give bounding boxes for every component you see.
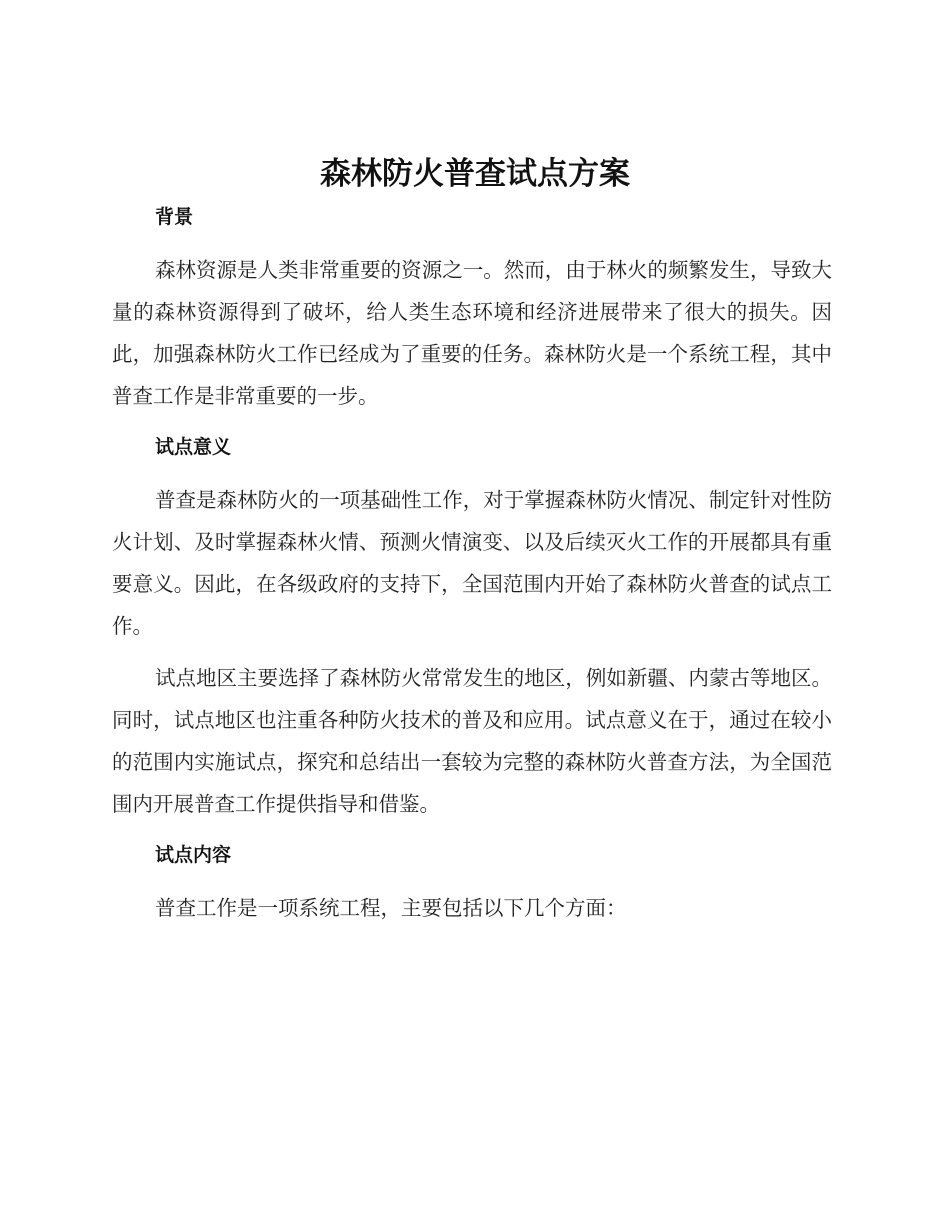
paragraph: 试点地区主要选择了森林防火常常发生的地区，例如新疆、内蒙古等地区。同时，试点地区也注重各种防火技术的普及和应用。试点意义在于，通过在较小的范围内实施试点，探究和总结出一套较为完整的森林防火普查方法，为全国范围内开展普查工作提供指导和借鉴。	[112, 666, 832, 816]
section-significance	[112, 427, 832, 835]
paragraph: 普查工作是一项系统工程，主要包括以下几个方面：	[155, 896, 627, 920]
document-title: 森林防火普查试点方案	[320, 156, 630, 192]
paragraph: 森林资源是人类非常重要的资源之一。然而，由于林火的频繁发生，导致大量的森林资源得到了破坏，给人类生态环境和经济进展带来了很大的损失。因此，加强森林防火工作已经成为了重要的任务。森林防火是一个系统工程，其中普查工作是非常重要的一步。	[112, 258, 832, 408]
paragraph: 普查是森林防火的一项基础性工作，对于掌握森林防火情况、制定针对性防火计划、及时掌握森林火情、预测火情演变、以及后续灭火工作的开展都具有重要意义。因此，在各级政府的支持下，全国范围内开始了森林防火普查的试点工作。	[112, 488, 832, 638]
section-heading: 试点意义	[155, 436, 232, 458]
section-heading: 试点内容	[155, 844, 232, 866]
section-content	[112, 835, 832, 929]
section-background	[112, 197, 832, 427]
section-heading: 背景	[155, 206, 194, 228]
document-body	[112, 197, 832, 929]
